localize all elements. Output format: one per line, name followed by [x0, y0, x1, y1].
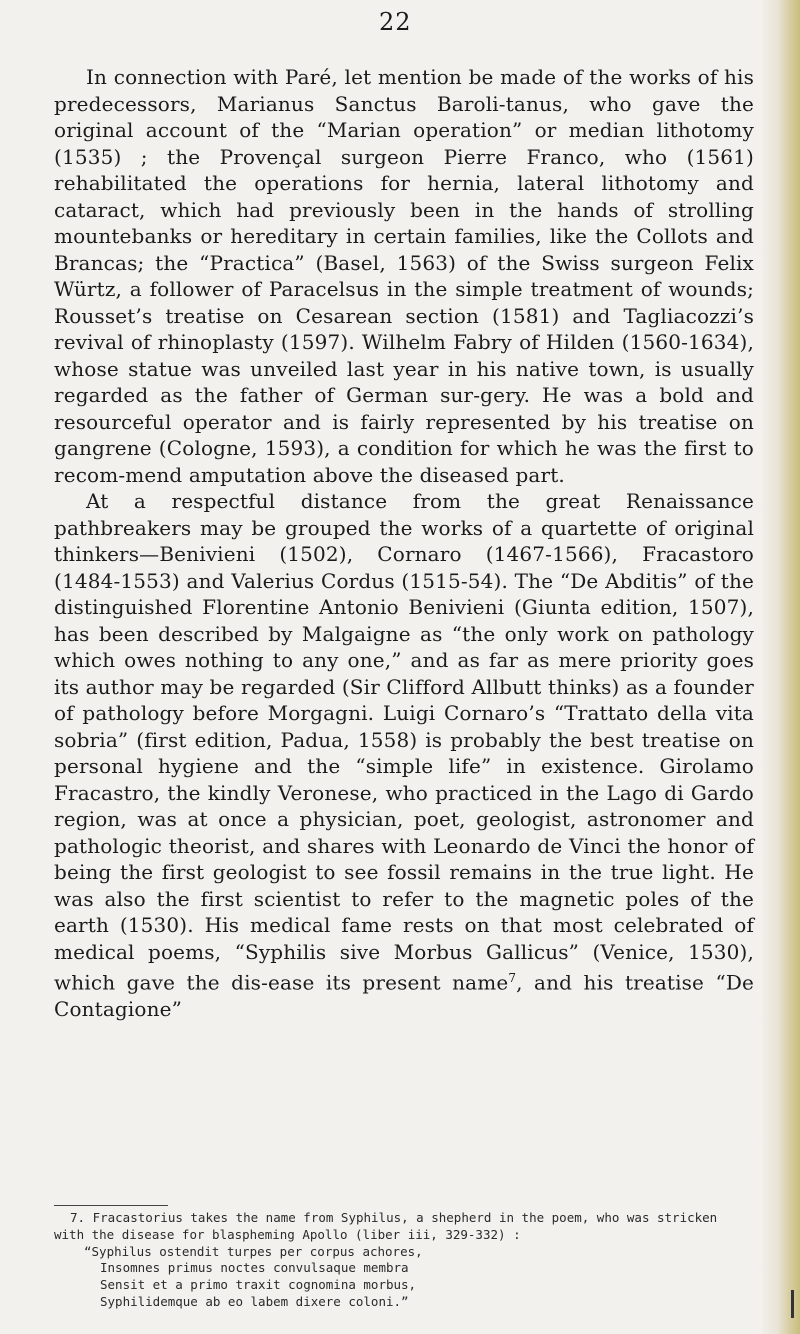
footnote-rule — [54, 1205, 168, 1206]
verse-line-3: Sensit et a primo traxit cognomina morbus, — [100, 1277, 417, 1293]
verse-line-4: Syphilidemque ab eo labem dixere coloni.” — [100, 1293, 409, 1309]
verse-line-1: “Syphilus ostendit turpes per corpus achores, — [84, 1243, 423, 1259]
paragraph-2-text: At a respectful distance from the great Renaissance pathbreakers may be grouped the works of a quartette of original thinkers—Benivieni (1502), Cornaro (1467-1566), Fracastoro (1484-1553) and Valerius Cordus (1515-54). The “De Abditis” of the distinguished Florentine Antonio Benivieni (Giunta edition, 1507), has been described by Malgaigne as “the only work on pathology which owes nothing to any one,” and as far as mere priority goes its author may be regarded (Sir Clifford Allbutt thinks) as a founder of pathology before Morgagni. Luigi Cornaro’s “Trattato della vita sobria” (first edition, Padua, 1558) is probably the best treatise on personal hygiene and the “simple life” in existence. Girolamo Fracastro, the kindly Veronese, who practiced in the Lago di Gardo region, was at once a physician, poet, geologist, astronomer and pathologic theorist, and shares with Leonardo de Vinci the honor of being the first geologist to see fossil remains in the true light. He was also the first scientist to refer to the magnetic poles of the earth (1530). His medical fame rests on that most celebrated of medical poems, “Syphilis sive Morbus Gallicus” (Venice, 1530), which gave the dis-ease its present name — [54, 489, 754, 995]
footnote-text: 7. Fracastorius takes the name from Syphilus, a shepherd in the poem, who was stricken with the disease for blaspheming Apollo (liber iii, 329-332) : — [54, 1210, 718, 1242]
footnote-verse — [84, 1244, 754, 1311]
page-number: 22 — [379, 8, 412, 36]
footnote-reference: 7 — [508, 971, 517, 985]
edge-mark — [791, 1290, 794, 1318]
page-edge-shadow — [762, 0, 800, 1334]
main-text — [54, 64, 754, 1023]
paragraph-2 — [54, 488, 754, 1023]
footnote — [54, 1210, 754, 1311]
paragraph-1: In connection with Paré, let mention be made of the works of his predecessors, Marianus Sanctus Baroli-tanus, who gave the original account of the “Marian operation” or median lithotomy (1535) ; the Provençal surgeon Pierre Franco, who (1561) rehabilitated the operations for hernia, lateral lithotomy and cataract, which had previously been in the hands of strolling mountebanks or hereditary in certain families, like the Collots and Brancas; the “Practica” (Basel, 1563) of the Swiss surgeon Felix Würtz, a follower of Paracelsus in the simple treatment of wounds; Rousset’s treatise on Cesarean section (1581) and Tagliacozzi’s revival of rhinoplasty (1597). Wilhelm Fabry of Hilden (1560-1634), whose statue was unveiled last year in his native town, is usually regarded as the father of German sur-gery. He was a bold and resourceful operator and is fairly represented by his treatise on gangrene (Cologne, 1593), a condition for which he was the first to recom-mend amputation above the diseased part. — [54, 65, 754, 487]
paragraph-2-tail: , and his treatise “De Contagione” — [54, 970, 754, 1022]
verse-line-2: Insomnes primus noctes convulsaque membra — [100, 1260, 409, 1276]
